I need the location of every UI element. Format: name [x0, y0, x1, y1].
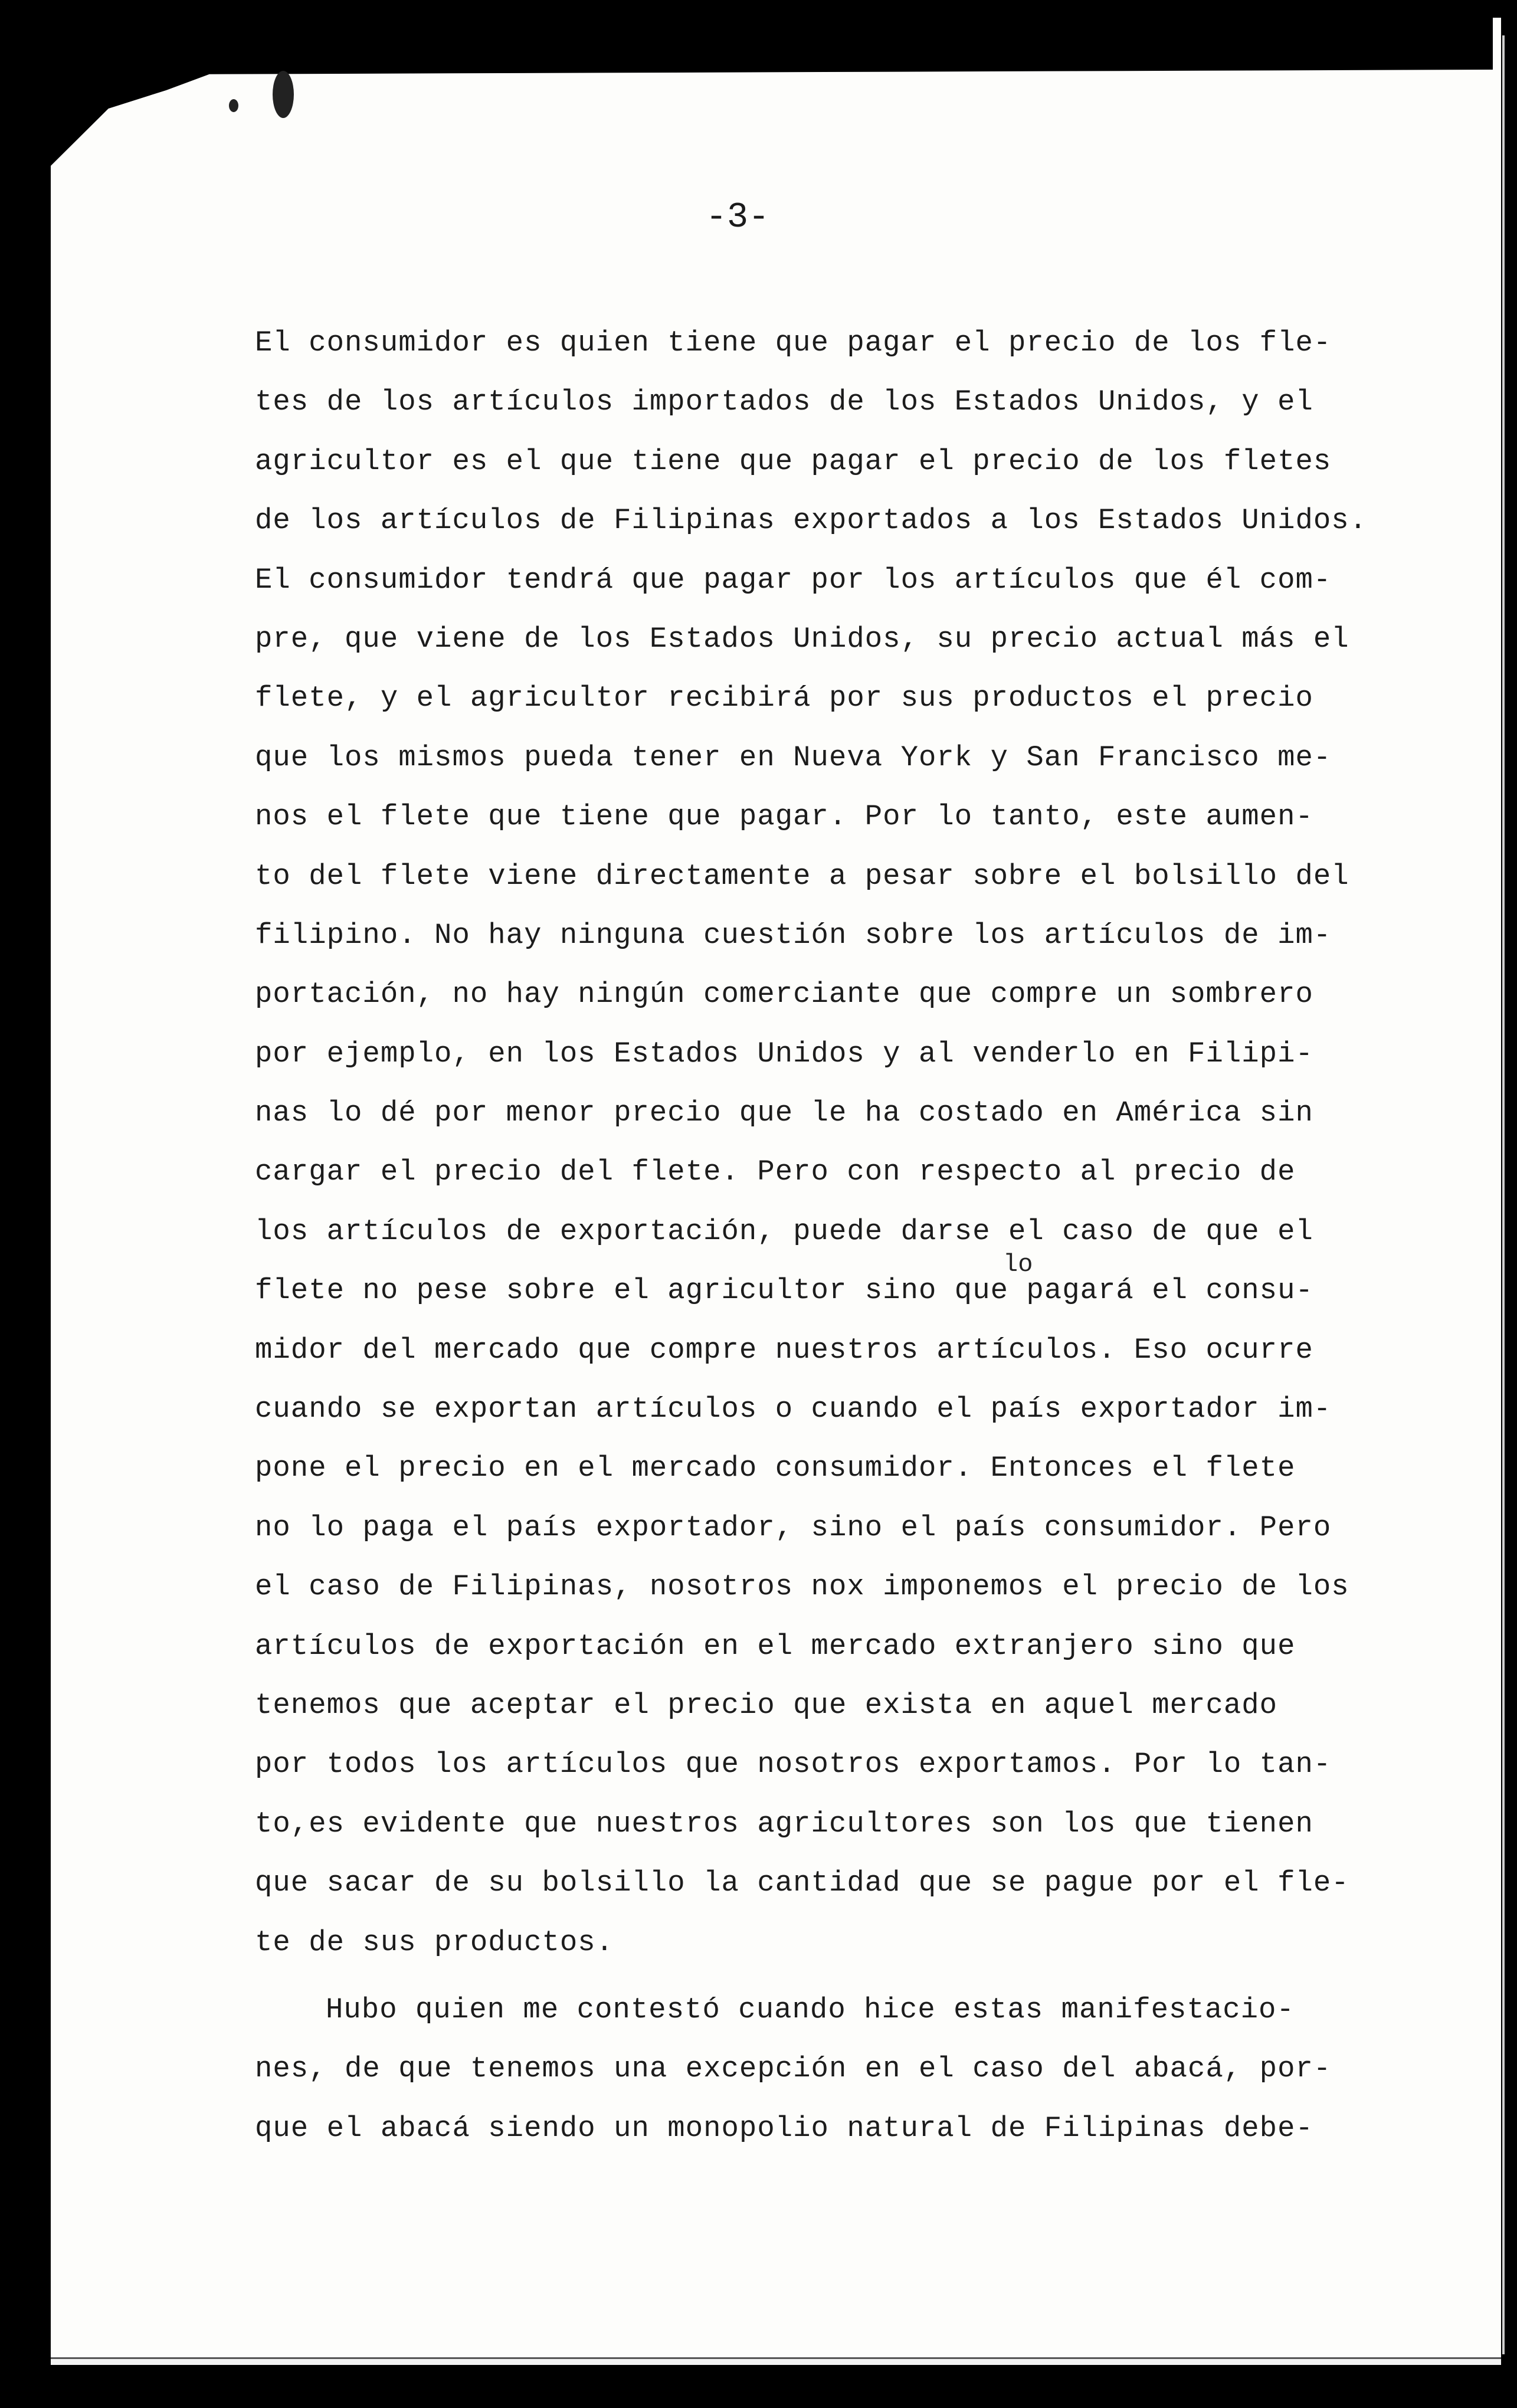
text-line: el caso de Filipinas, nosotros nox imponemos el precio de los	[255, 1570, 1349, 1604]
text-line: tenemos que aceptar el precio que exista en aquel mercado	[255, 1688, 1278, 1722]
ink-stain	[229, 99, 238, 112]
text-line: cargar el precio del flete. Pero con respecto al precio de	[255, 1155, 1296, 1189]
text-line: pone el precio en el mercado consumidor. Entonces el flete	[255, 1452, 1296, 1485]
text-line: que los mismos pueda tener en Nueva York y San Francisco me-	[255, 741, 1332, 774]
text-line: nos el flete que tiene que pagar. Por lo tanto, este aumen-	[255, 800, 1313, 834]
text-line: cuando se exportan artículos o cuando el país exportador im-	[255, 1393, 1332, 1426]
text-line: los artículos de exportación, puede darse el caso de que el	[255, 1214, 1313, 1248]
text-line: flete no pese sobre el agricultor sino que pagará el consu-	[255, 1274, 1313, 1308]
text-line: to del flete viene directamente a pesar sobre el bolsillo del	[255, 859, 1349, 893]
text-line: no lo paga el país exportador, sino el país consumidor. Pero	[255, 1511, 1332, 1544]
text-line: pre, que viene de los Estados Unidos, su precio actual más el	[255, 622, 1349, 656]
text-line: portación, no hay ningún comerciante que compre un sombrero	[255, 978, 1313, 1011]
text-line: to,es evidente que nuestros agricultores son los que tienen	[255, 1807, 1313, 1840]
ink-stain	[273, 71, 294, 118]
text-line: de los artículos de Filipinas exportados a los Estados Unidos.	[255, 504, 1368, 538]
text-line: que el abacá siendo un monopolio natural de Filipinas debe-	[255, 2111, 1313, 2145]
text-line: flete, y el agricultor recibirá por sus productos el precio	[255, 682, 1313, 715]
typed-text-body	[255, 313, 1376, 2158]
text-line: artículos de exportación en el mercado extranjero sino que	[255, 1629, 1296, 1663]
paper-edge-shadow	[1502, 35, 1505, 2354]
text-line: por todos los artículos que nosotros exportamos. Por lo tan-	[255, 1748, 1332, 1781]
paper-bottom-edge	[51, 2357, 1501, 2365]
text-line: filipino. No hay ninguna cuestión sobre los artículos de im-	[255, 918, 1332, 952]
text-line: agricultor es el que tiene que pagar el precio de los fletes	[255, 444, 1332, 478]
text-line: El consumidor tendrá que pagar por los artículos que él com-	[255, 563, 1332, 597]
text-line: te de sus productos.	[255, 1925, 614, 1959]
text-line: por ejemplo, en los Estados Unidos y al venderlo en Filipi-	[255, 1037, 1313, 1070]
text-line: El consumidor es quien tiene que pagar el precio de los fle-	[255, 326, 1332, 359]
text-line: midor del mercado que compre nuestros artículos. Eso ocurre	[255, 1333, 1313, 1367]
interlinear-insert: lo	[1003, 1250, 1033, 1279]
text-line: que sacar de su bolsillo la cantidad que se pague por el fle-	[255, 1866, 1349, 1900]
paper-right-edge	[1493, 18, 1501, 2363]
page-number: -3-	[705, 198, 770, 238]
text-line: nes, de que tenemos una excepción en el caso del abacá, por-	[255, 2052, 1332, 2086]
text-line: nas lo dé por menor precio que le ha costado en América sin	[255, 1096, 1313, 1130]
text-line: tes de los artículos importados de los Estados Unidos, y el	[255, 385, 1313, 419]
paragraph-start-line: Hubo quien me contestó cuando hice estas manifestacio-	[326, 1993, 1295, 2026]
